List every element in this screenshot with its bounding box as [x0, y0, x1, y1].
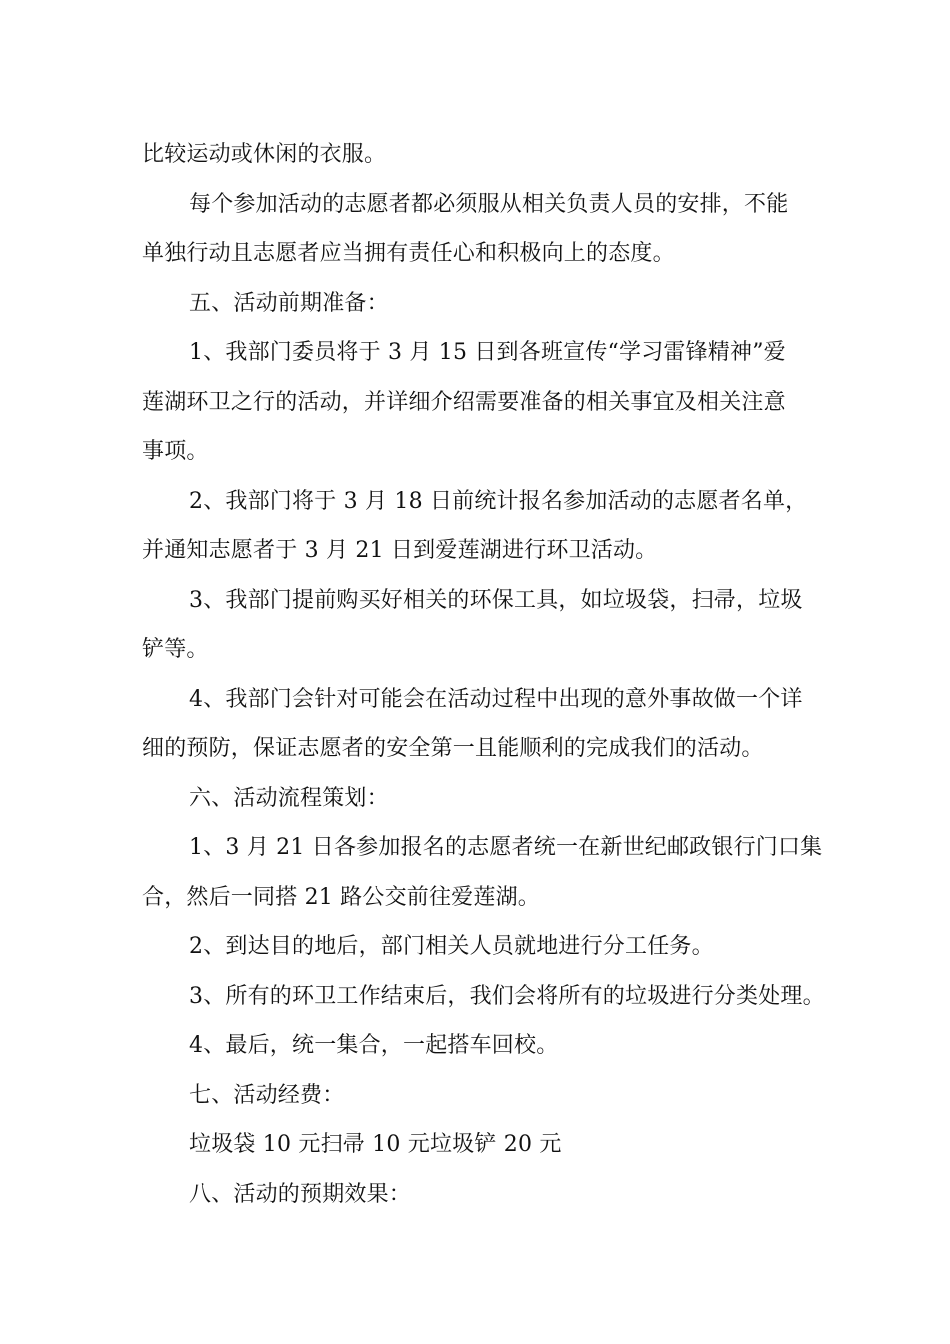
text-line: 莲湖环卫之行的活动，并详细介绍需要准备的相关事宜及相关注意	[142, 389, 786, 415]
text-line: 2、到达目的地后，部门相关人员就地进行分工任务。	[189, 934, 714, 959]
text-line: 单独行动且志愿者应当拥有责任心和积极向上的态度。	[142, 241, 675, 266]
text-line: 并通知志愿者于 3 月 21 日到爱莲湖进行环卫活动。	[142, 538, 658, 563]
text-line: 1、我部门委员将于 3 月 15 日到各班宣传“学习雷锋精神”爱	[189, 340, 786, 365]
document-body	[142, 130, 825, 1219]
text-line: 细的预防，保证志愿者的安全第一且能顺利的完成我们的活动。	[142, 736, 764, 761]
text-line: 垃圾袋 10 元扫帚 10 元垃圾铲 20 元	[189, 1132, 562, 1157]
text-line: 铲等。	[142, 637, 209, 662]
section-heading: 五、活动前期准备：	[189, 290, 389, 316]
text-line: 3、所有的环卫工作结束后，我们会将所有的垃圾进行分类处理。	[189, 983, 825, 1009]
text-line: 每个参加活动的志愿者都必须服从相关负责人员的安排，不能	[189, 191, 789, 217]
section-heading: 八、活动的预期效果：	[189, 1181, 412, 1207]
text-line: 比较运动或休闲的衣服。	[142, 142, 387, 167]
text-line: 1、3 月 21 日各参加报名的志愿者统一在新世纪邮政银行门口集	[189, 835, 823, 860]
text-line: 合，然后一同搭 21 路公交前往爱莲湖。	[142, 884, 540, 910]
text-line: 事项。	[142, 439, 209, 464]
section-heading: 六、活动流程策划：	[189, 785, 389, 811]
text-line: 3、我部门提前购买好相关的环保工具，如垃圾袋，扫帚，垃圾	[189, 587, 803, 613]
text-line: 4、我部门会针对可能会在活动过程中出现的意外事故做一个详	[189, 686, 803, 712]
text-line: 2、我部门将于 3 月 18 日前统计报名参加活动的志愿者名单，	[189, 488, 808, 514]
text-line: 4、最后，统一集合，一起搭车回校。	[189, 1033, 559, 1058]
section-heading: 七、活动经费：	[189, 1082, 345, 1108]
